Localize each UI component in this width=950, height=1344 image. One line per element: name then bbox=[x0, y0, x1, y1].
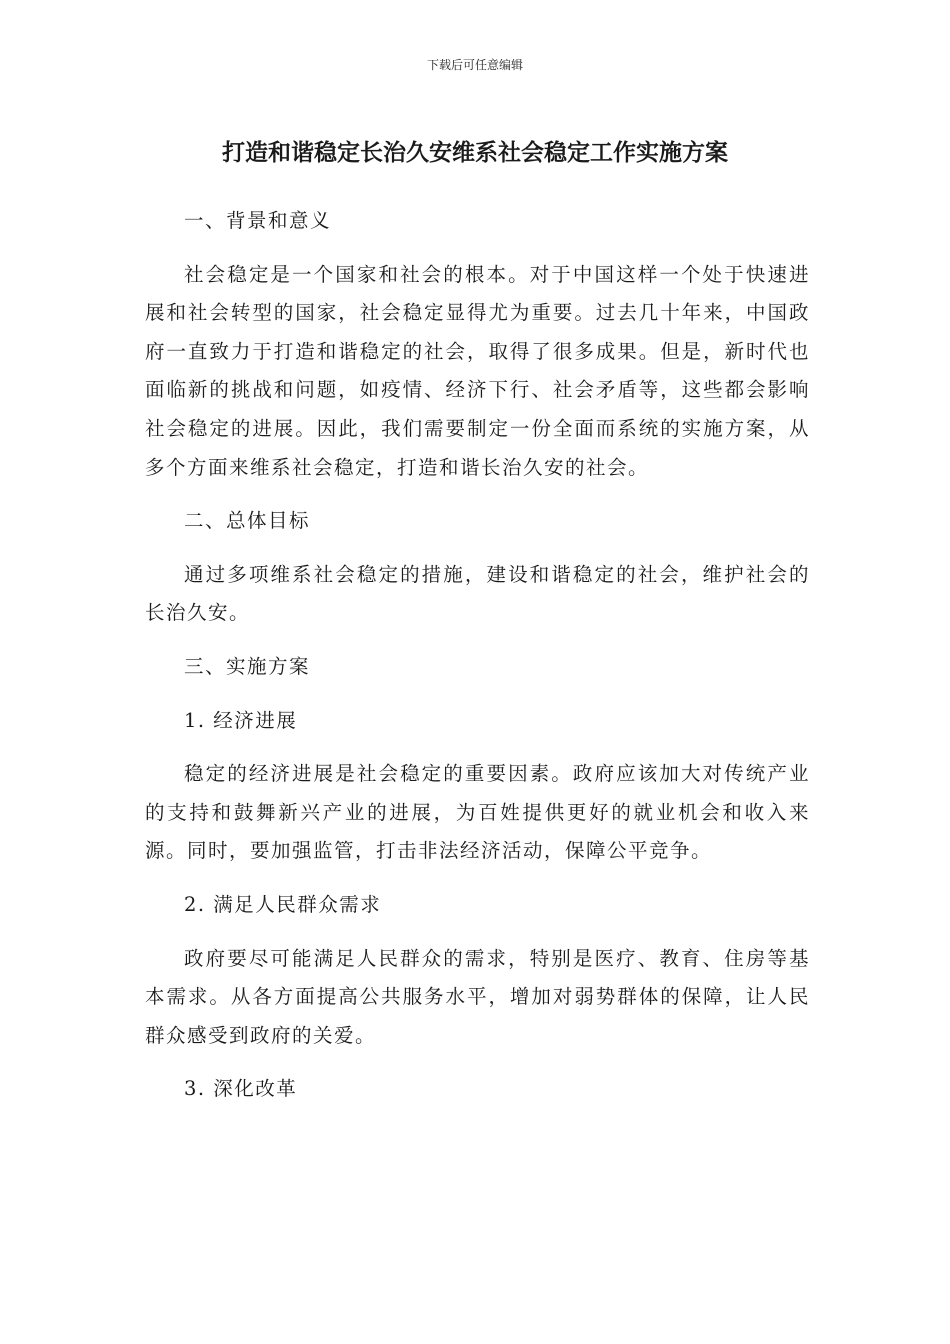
section-heading-background: 一、背景和意义 bbox=[184, 209, 332, 232]
section-heading-plan: 三、实施方案 bbox=[184, 654, 311, 678]
subheading-reform: 3. 深化改革 bbox=[184, 1077, 298, 1101]
subheading-economy: 1. 经济进展 bbox=[184, 708, 298, 732]
document-title: 打造和谐稳定长治久安维系社会稳定工作实施方案 bbox=[222, 140, 728, 166]
paragraph-economy: 稳定的经济进展是社会稳定的重要因素。政府应该加大对传统产业的支持和鼓舞新兴产业的进展，为百姓提供更好的就业机会和收入来源。同时，要加强监管，打击非法经济活动，保障公平竞争。 bbox=[145, 762, 810, 863]
document-body bbox=[145, 202, 810, 1124]
header-note: 下载后可任意编辑 bbox=[426, 58, 523, 72]
paragraph-background: 社会稳定是一个国家和社会的根本。对于中国这样一个处于快速进展和社会转型的国家，社会稳定显得尤为重要。过去几十年来，中国政府一直致力于打造和谐稳定的社会，取得了很多成果。但是，新时代也面临新的挑战和问题，如疫情、经济下行、社会矛盾等，这些都会影响社会稳定的进展。因此，我们需要制定一份全面而系统的实施方案，从多个方面来维系社会稳定，打造和谐长治久安的社会。 bbox=[145, 262, 810, 479]
section-heading-goal: 二、总体目标 bbox=[184, 509, 311, 533]
paragraph-goal: 通过多项维系社会稳定的措施，建设和谐稳定的社会，维护社会的长治久安。 bbox=[145, 562, 810, 625]
subheading-public-needs: 2. 满足人民群众需求 bbox=[184, 892, 382, 916]
paragraph-public-needs: 政府要尽可能满足人民群众的需求，特别是医疗、教育、住房等基本需求。从各方面提高公共服务水平，增加对弱势群体的保障，让人民群众感受到政府的关爱。 bbox=[145, 946, 810, 1047]
